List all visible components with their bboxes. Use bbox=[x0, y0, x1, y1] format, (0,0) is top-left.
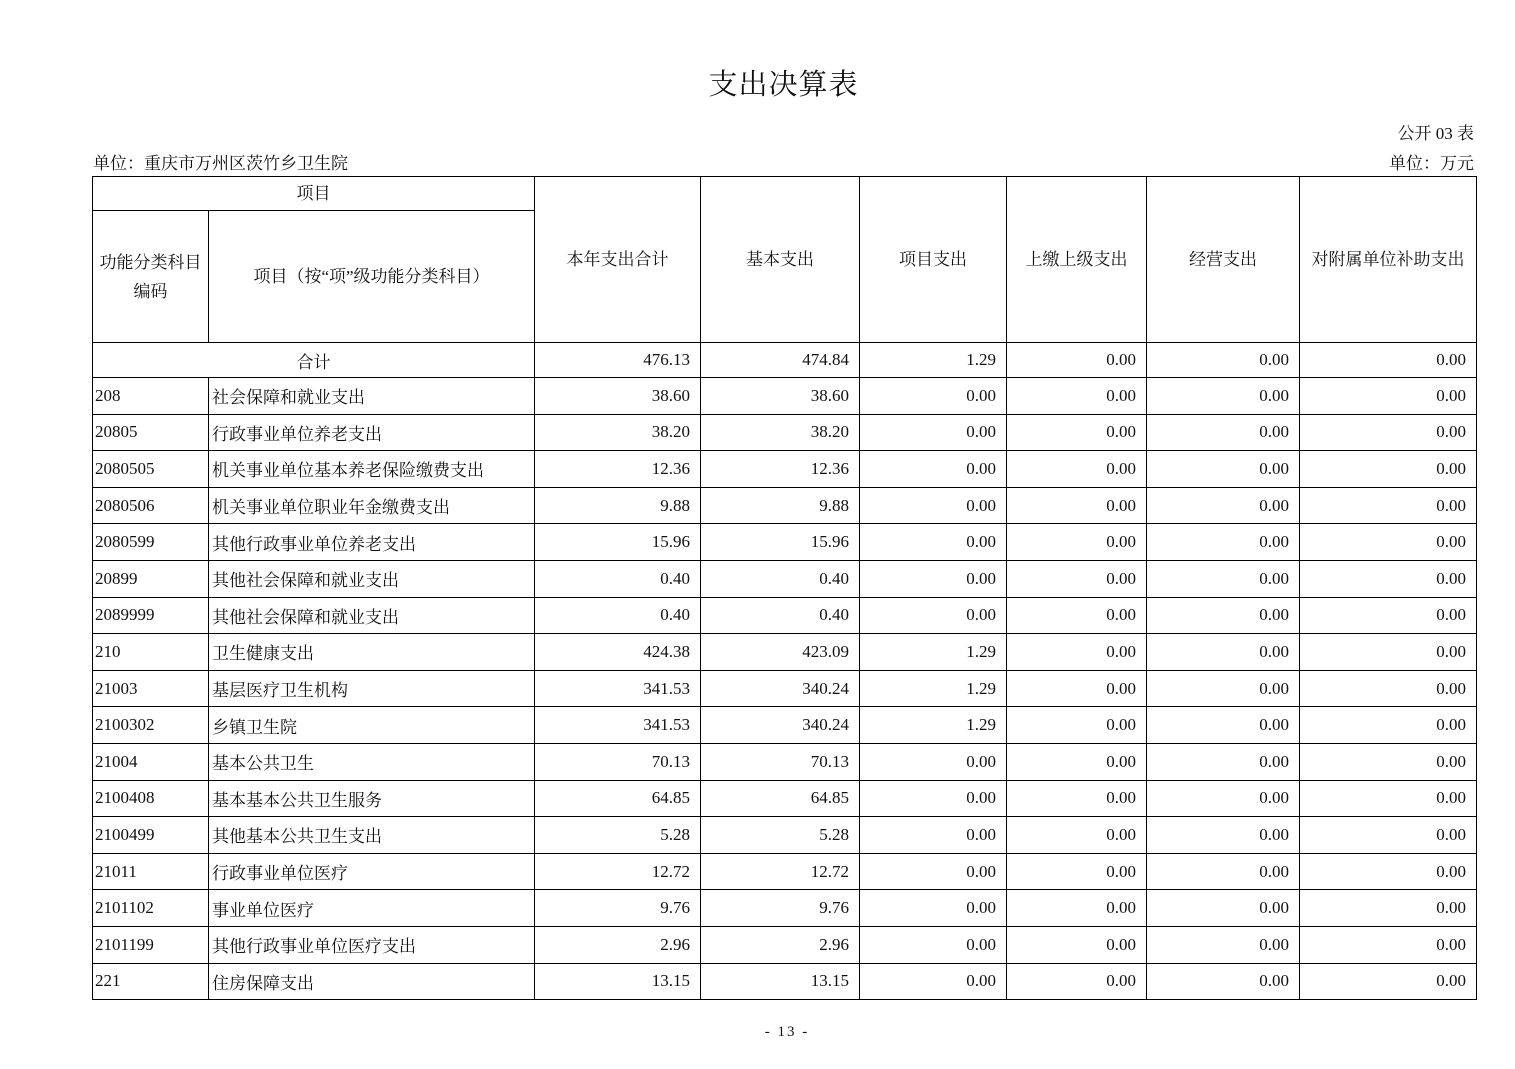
row-basic-cell: 12.72 bbox=[701, 853, 860, 890]
row-project-cell: 0.00 bbox=[860, 378, 1007, 415]
row-subsidy-cell: 0.00 bbox=[1300, 451, 1477, 488]
row-project-cell: 0.00 bbox=[860, 414, 1007, 451]
row-remit-cell: 0.00 bbox=[1007, 451, 1147, 488]
table-row bbox=[93, 853, 1477, 890]
row-project-cell: 0.00 bbox=[860, 451, 1007, 488]
row-name: 乡镇卫生院 bbox=[209, 707, 535, 744]
row-project-cell: 1.29 bbox=[860, 634, 1007, 671]
row-subsidy-cell: 0.00 bbox=[1300, 378, 1477, 415]
table-row bbox=[93, 670, 1477, 707]
table-row bbox=[93, 926, 1477, 963]
table-body bbox=[93, 343, 1477, 1000]
table-row bbox=[93, 414, 1477, 451]
row-remit-cell: 0.00 bbox=[1007, 634, 1147, 671]
row-subsidy-cell: 0.00 bbox=[1300, 817, 1477, 854]
table-row bbox=[93, 780, 1477, 817]
row-name: 卫生健康支出 bbox=[209, 634, 535, 671]
row-business-cell: 0.00 bbox=[1147, 524, 1300, 561]
table-row bbox=[93, 451, 1477, 488]
row-code: 2100499 bbox=[93, 817, 209, 854]
row-basic-cell: 9.76 bbox=[701, 890, 860, 927]
row-business-cell: 0.00 bbox=[1147, 780, 1300, 817]
page-number: - 13 - bbox=[764, 1024, 810, 1040]
row-remit-cell: 0.00 bbox=[1007, 597, 1147, 634]
row-project-cell: 0.00 bbox=[860, 780, 1007, 817]
row-remit-cell: 0.00 bbox=[1007, 487, 1147, 524]
table-row bbox=[93, 707, 1477, 744]
row-project-cell: 0.00 bbox=[860, 890, 1007, 927]
row-name: 其他基本公共卫生支出 bbox=[209, 817, 535, 854]
row-basic-cell: 2.96 bbox=[701, 926, 860, 963]
row-total-cell: 12.36 bbox=[535, 451, 701, 488]
row-basic-cell: 15.96 bbox=[701, 524, 860, 561]
row-subsidy-cell: 0.00 bbox=[1300, 890, 1477, 927]
table-row bbox=[93, 560, 1477, 597]
row-subsidy-cell: 0.00 bbox=[1300, 853, 1477, 890]
row-basic-cell: 38.60 bbox=[701, 378, 860, 415]
row-subsidy-cell: 0.00 bbox=[1300, 414, 1477, 451]
row-total-cell: 12.72 bbox=[535, 853, 701, 890]
document-title: 支出决算表 bbox=[708, 69, 859, 101]
row-code: 21003 bbox=[93, 670, 209, 707]
row-code: 2080505 bbox=[93, 451, 209, 488]
total-cell: 0.00 bbox=[1007, 343, 1147, 378]
row-project-cell: 0.00 bbox=[860, 926, 1007, 963]
row-project-cell: 1.29 bbox=[860, 670, 1007, 707]
row-business-cell: 0.00 bbox=[1147, 487, 1300, 524]
row-code: 20805 bbox=[93, 414, 209, 451]
header-basic: 基本支出 bbox=[701, 177, 860, 343]
row-project-cell: 0.00 bbox=[860, 560, 1007, 597]
table-row bbox=[93, 743, 1477, 780]
row-basic-cell: 5.28 bbox=[701, 817, 860, 854]
row-code: 2080599 bbox=[93, 524, 209, 561]
row-remit-cell: 0.00 bbox=[1007, 560, 1147, 597]
row-subsidy-cell: 0.00 bbox=[1300, 780, 1477, 817]
row-basic-cell: 340.24 bbox=[701, 707, 860, 744]
row-project-cell: 0.00 bbox=[860, 963, 1007, 1000]
row-code: 208 bbox=[93, 378, 209, 415]
row-name: 基本基本公共卫生服务 bbox=[209, 780, 535, 817]
row-name: 行政事业单位医疗 bbox=[209, 853, 535, 890]
row-name: 行政事业单位养老支出 bbox=[209, 414, 535, 451]
row-subsidy-cell: 0.00 bbox=[1300, 743, 1477, 780]
row-project-cell: 0.00 bbox=[860, 487, 1007, 524]
reporting-unit: 单位：重庆市万州区茨竹乡卫生院 bbox=[93, 154, 348, 173]
row-name: 机关事业单位基本养老保险缴费支出 bbox=[209, 451, 535, 488]
row-name: 其他行政事业单位养老支出 bbox=[209, 524, 535, 561]
table-row bbox=[93, 963, 1477, 1000]
row-project-cell: 1.29 bbox=[860, 707, 1007, 744]
header-business: 经营支出 bbox=[1147, 177, 1300, 343]
row-remit-cell: 0.00 bbox=[1007, 743, 1147, 780]
table-row bbox=[93, 817, 1477, 854]
row-basic-cell: 64.85 bbox=[701, 780, 860, 817]
row-name: 事业单位医疗 bbox=[209, 890, 535, 927]
row-business-cell: 0.00 bbox=[1147, 890, 1300, 927]
row-name: 其他社会保障和就业支出 bbox=[209, 560, 535, 597]
row-business-cell: 0.00 bbox=[1147, 670, 1300, 707]
row-name: 社会保障和就业支出 bbox=[209, 378, 535, 415]
row-project-cell: 0.00 bbox=[860, 817, 1007, 854]
row-basic-cell: 38.20 bbox=[701, 414, 860, 451]
row-total-cell: 70.13 bbox=[535, 743, 701, 780]
row-remit-cell: 0.00 bbox=[1007, 890, 1147, 927]
row-subsidy-cell: 0.00 bbox=[1300, 963, 1477, 1000]
row-business-cell: 0.00 bbox=[1147, 634, 1300, 671]
row-total-cell: 13.15 bbox=[535, 963, 701, 1000]
header-total: 本年支出合计 bbox=[535, 177, 701, 343]
row-remit-cell: 0.00 bbox=[1007, 524, 1147, 561]
row-subsidy-cell: 0.00 bbox=[1300, 926, 1477, 963]
row-basic-cell: 423.09 bbox=[701, 634, 860, 671]
row-total-cell: 9.76 bbox=[535, 890, 701, 927]
row-remit-cell: 0.00 bbox=[1007, 378, 1147, 415]
row-business-cell: 0.00 bbox=[1147, 414, 1300, 451]
row-basic-cell: 0.40 bbox=[701, 560, 860, 597]
row-business-cell: 0.00 bbox=[1147, 378, 1300, 415]
table-row bbox=[93, 524, 1477, 561]
row-total-cell: 0.40 bbox=[535, 560, 701, 597]
row-name: 住房保障支出 bbox=[209, 963, 535, 1000]
row-code: 21011 bbox=[93, 853, 209, 890]
row-remit-cell: 0.00 bbox=[1007, 707, 1147, 744]
currency-unit: 单位：万元 bbox=[1389, 154, 1474, 173]
total-row bbox=[93, 343, 1477, 378]
row-remit-cell: 0.00 bbox=[1007, 780, 1147, 817]
row-project-cell: 0.00 bbox=[860, 743, 1007, 780]
row-business-cell: 0.00 bbox=[1147, 963, 1300, 1000]
row-code: 2100408 bbox=[93, 780, 209, 817]
row-name: 基本公共卫生 bbox=[209, 743, 535, 780]
table-header bbox=[93, 177, 1477, 343]
row-total-cell: 38.20 bbox=[535, 414, 701, 451]
row-remit-cell: 0.00 bbox=[1007, 670, 1147, 707]
header-code: 功能分类科目编码 bbox=[93, 211, 209, 343]
row-business-cell: 0.00 bbox=[1147, 853, 1300, 890]
row-code: 2089999 bbox=[93, 597, 209, 634]
row-business-cell: 0.00 bbox=[1147, 597, 1300, 634]
row-subsidy-cell: 0.00 bbox=[1300, 487, 1477, 524]
row-basic-cell: 12.36 bbox=[701, 451, 860, 488]
row-business-cell: 0.00 bbox=[1147, 926, 1300, 963]
row-total-cell: 38.60 bbox=[535, 378, 701, 415]
total-cell: 0.00 bbox=[1147, 343, 1300, 378]
row-remit-cell: 0.00 bbox=[1007, 414, 1147, 451]
row-subsidy-cell: 0.00 bbox=[1300, 707, 1477, 744]
form-code: 公开 03 表 bbox=[1397, 124, 1474, 143]
row-total-cell: 9.88 bbox=[535, 487, 701, 524]
table-row bbox=[93, 890, 1477, 927]
row-business-cell: 0.00 bbox=[1147, 707, 1300, 744]
row-business-cell: 0.00 bbox=[1147, 451, 1300, 488]
row-total-cell: 15.96 bbox=[535, 524, 701, 561]
row-basic-cell: 340.24 bbox=[701, 670, 860, 707]
row-name: 其他社会保障和就业支出 bbox=[209, 597, 535, 634]
row-basic-cell: 70.13 bbox=[701, 743, 860, 780]
row-code: 2101102 bbox=[93, 890, 209, 927]
row-total-cell: 64.85 bbox=[535, 780, 701, 817]
row-subsidy-cell: 0.00 bbox=[1300, 634, 1477, 671]
table-row bbox=[93, 487, 1477, 524]
row-total-cell: 341.53 bbox=[535, 707, 701, 744]
table-row bbox=[93, 634, 1477, 671]
row-code: 2080506 bbox=[93, 487, 209, 524]
row-code: 2101199 bbox=[93, 926, 209, 963]
row-business-cell: 0.00 bbox=[1147, 743, 1300, 780]
row-code: 221 bbox=[93, 963, 209, 1000]
row-basic-cell: 0.40 bbox=[701, 597, 860, 634]
row-total-cell: 424.38 bbox=[535, 634, 701, 671]
header-project-group: 项目 bbox=[93, 177, 535, 211]
row-basic-cell: 13.15 bbox=[701, 963, 860, 1000]
header-name: 项目（按“项”级功能分类科目） bbox=[209, 211, 535, 343]
header-subsidy: 对附属单位补助支出 bbox=[1300, 177, 1477, 343]
row-subsidy-cell: 0.00 bbox=[1300, 524, 1477, 561]
row-name: 机关事业单位职业年金缴费支出 bbox=[209, 487, 535, 524]
row-total-cell: 0.40 bbox=[535, 597, 701, 634]
row-name: 基层医疗卫生机构 bbox=[209, 670, 535, 707]
row-code: 210 bbox=[93, 634, 209, 671]
row-remit-cell: 0.00 bbox=[1007, 963, 1147, 1000]
table-row bbox=[93, 378, 1477, 415]
total-cell: 1.29 bbox=[860, 343, 1007, 378]
row-remit-cell: 0.00 bbox=[1007, 853, 1147, 890]
header-project: 项目支出 bbox=[860, 177, 1007, 343]
row-total-cell: 5.28 bbox=[535, 817, 701, 854]
total-cell: 476.13 bbox=[535, 343, 701, 378]
row-project-cell: 0.00 bbox=[860, 597, 1007, 634]
expenditure-table bbox=[92, 176, 1477, 1000]
row-business-cell: 0.00 bbox=[1147, 817, 1300, 854]
row-code: 2100302 bbox=[93, 707, 209, 744]
total-cell: 474.84 bbox=[701, 343, 860, 378]
table-row bbox=[93, 597, 1477, 634]
header-remit: 上缴上级支出 bbox=[1007, 177, 1147, 343]
row-subsidy-cell: 0.00 bbox=[1300, 670, 1477, 707]
row-name: 其他行政事业单位医疗支出 bbox=[209, 926, 535, 963]
row-subsidy-cell: 0.00 bbox=[1300, 560, 1477, 597]
row-business-cell: 0.00 bbox=[1147, 560, 1300, 597]
row-remit-cell: 0.00 bbox=[1007, 926, 1147, 963]
row-total-cell: 341.53 bbox=[535, 670, 701, 707]
row-project-cell: 0.00 bbox=[860, 853, 1007, 890]
row-project-cell: 0.00 bbox=[860, 524, 1007, 561]
row-subsidy-cell: 0.00 bbox=[1300, 597, 1477, 634]
row-basic-cell: 9.88 bbox=[701, 487, 860, 524]
total-cell: 0.00 bbox=[1300, 343, 1477, 378]
row-code: 21004 bbox=[93, 743, 209, 780]
total-label: 合计 bbox=[93, 343, 535, 378]
row-total-cell: 2.96 bbox=[535, 926, 701, 963]
row-remit-cell: 0.00 bbox=[1007, 817, 1147, 854]
row-code: 20899 bbox=[93, 560, 209, 597]
